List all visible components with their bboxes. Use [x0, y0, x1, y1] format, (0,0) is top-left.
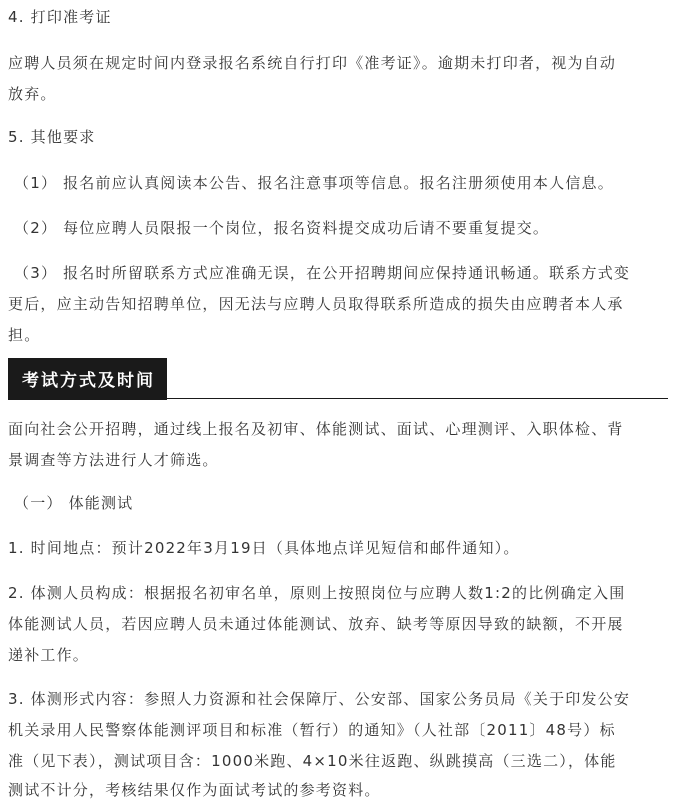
- exam-paragraph-line-1: 面向社会公开招聘，通过线上报名及初审、体能测试、面试、心理测评、入职体检、背: [8, 420, 624, 438]
- section-5-item-1: （1） 报名前应认真阅读本公告、报名注意事项等信息。报名注册须使用本人信息。: [14, 174, 614, 192]
- subsection-1-item-2-line-2: 体能测试人员，若因应聘人员未通过体能测试、放弃、缺考等原因导致的缺额，不开展: [8, 615, 624, 633]
- section-5-item-3-line-1: （3） 报名时所留联系方式应准确无误，在公开招聘期间应保持通讯畅通。联系方式变: [14, 264, 631, 282]
- section-4-paragraph-line-1: 应聘人员须在规定时间内登录报名系统自行打印《准考证》。逾期未打印者，视为自动: [8, 54, 617, 72]
- subsection-1-item-3-line-2: 机关录用人民警察体能测评项目和标准（暂行）的通知》（人社部〔2011〕48号）标: [8, 721, 616, 739]
- subsection-1-item-2-line-1: 2. 体测人员构成：根据报名初审名单，原则上按照岗位与应聘人数1:2的比例确定入围: [8, 584, 626, 602]
- subsection-1-item-3-line-4: 测试不计分，考核结果仅作为面试考试的参考资料。: [8, 781, 381, 799]
- section-5-item-3-line-3: 担。: [8, 326, 41, 344]
- subsection-1-title: （一） 体能测试: [14, 494, 134, 512]
- subsection-1-item-3-line-1: 3. 体测形式内容：参照人力资源和社会保障厅、公安部、国家公务员局《关于印发公安: [8, 690, 631, 708]
- section-5-item-3-line-2: 更后，应主动告知招聘单位，因无法与应聘人员取得联系所造成的损失由应聘者本人承: [8, 295, 624, 313]
- section-4-paragraph-line-2: 放弃。: [8, 85, 57, 103]
- section-4-title: 4. 打印准考证: [8, 8, 112, 26]
- subsection-1-item-2-line-3: 递补工作。: [8, 646, 90, 664]
- section-5-title: 5. 其他要求: [8, 128, 96, 146]
- section-divider: [8, 398, 668, 399]
- exam-section-header: [8, 358, 668, 400]
- exam-section-header-label: 考试方式及时间: [8, 358, 167, 400]
- subsection-1-item-1: 1. 时间地点：预计2022年3月19日（具体地点详见短信和邮件通知）。: [8, 539, 520, 557]
- exam-paragraph-line-2: 景调查等方法进行人才筛选。: [8, 451, 219, 469]
- subsection-1-item-3-line-3: 准（见下表），测试项目含：1000米跑、4×10米往返跑、纵跳摸高（三选二），体能: [8, 752, 617, 770]
- section-5-item-2: （2） 每位应聘人员限报一个岗位，报名资料提交成功后请不要重复提交。: [14, 219, 550, 237]
